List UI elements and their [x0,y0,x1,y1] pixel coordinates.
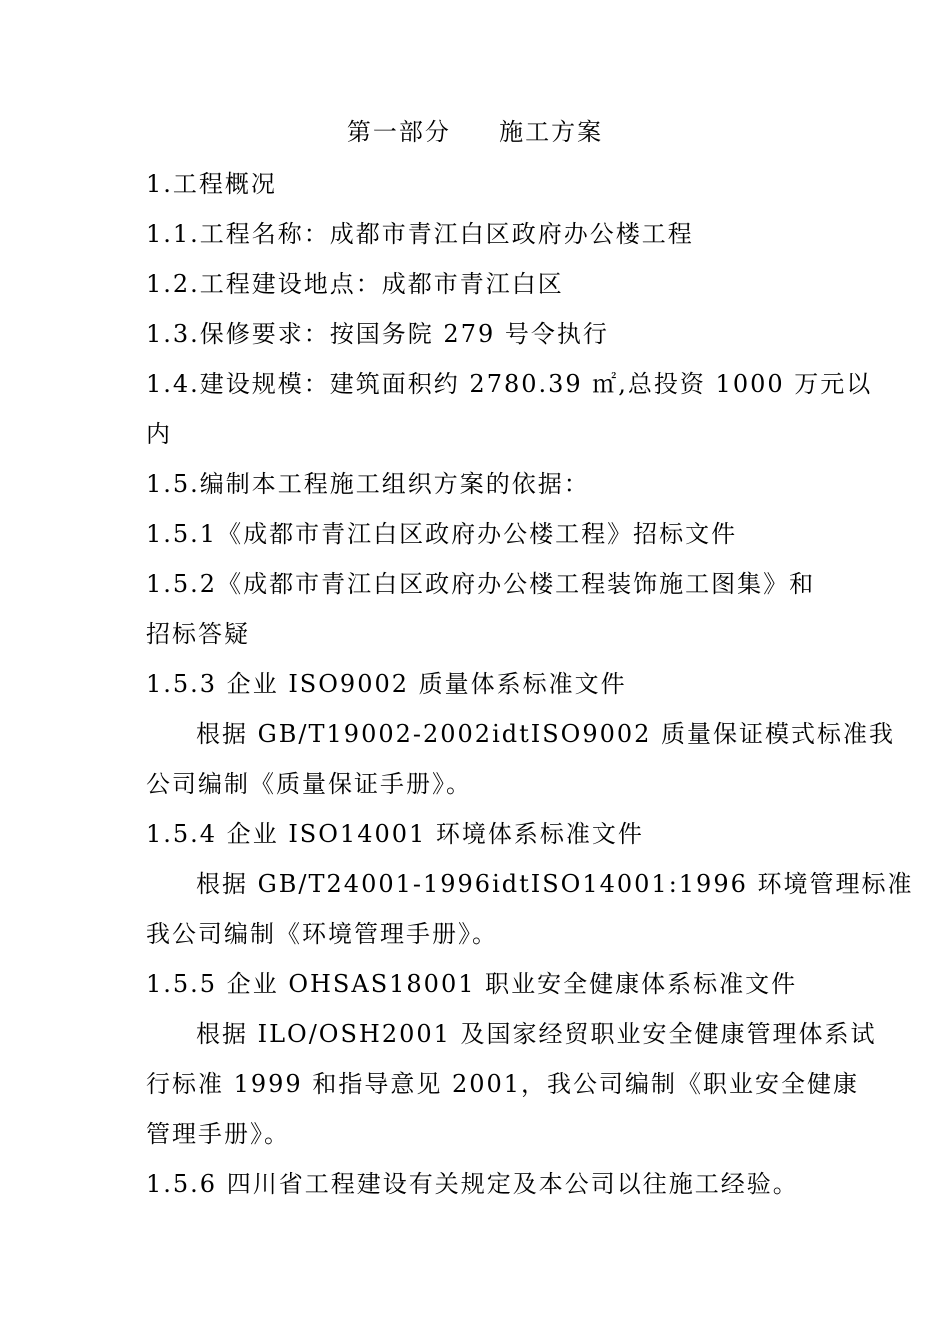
project-name: 1.1.工程名称：成都市青江白区政府办公楼工程 [146,220,694,248]
basis-item-5-description-line-2: 行标准 1999 和指导意见 2001，我公司编制《职业安全健康 [146,1070,860,1098]
basis-item-2-continued: 招标答疑 [146,620,250,648]
basis-item-2: 1.5.2《成都市青江白区政府办公楼工程装饰施工图集》和 [146,570,816,598]
basis-item-3-description-continued: 公司编制《质量保证手册》。 [146,770,472,798]
basis-item-5: 1.5.5 企业 OHSAS18001 职业安全健康体系标准文件 [146,970,798,998]
basis-item-4-description: 根据 GB/T24001-1996idtISO14001:1996 环境管理标准 [196,870,914,898]
document-body [146,164,914,1214]
construction-scale: 1.4.建设规模：建筑面积约 2780.39 ㎡,总投资 1000 万元以 [146,370,873,398]
basis-item-3: 1.5.3 企业 ISO9002 质量体系标准文件 [146,670,627,698]
basis-item-1: 1.5.1《成都市青江白区政府办公楼工程》招标文件 [146,520,738,548]
basis-heading: 1.5.编制本工程施工组织方案的依据： [146,470,590,498]
warranty-requirement: 1.3.保修要求：按国务院 279 号令执行 [146,320,609,348]
project-location: 1.2.工程建设地点：成都市青江白区 [146,270,564,298]
basis-item-3-description: 根据 GB/T19002-2002idtISO9002 质量保证模式标准我 [196,720,896,748]
basis-item-5-description-line-3: 管理手册》。 [146,1120,290,1148]
basis-item-6: 1.5.6 四川省工程建设有关规定及本公司以往施工经验。 [146,1170,799,1198]
construction-scale-continued: 内 [146,420,172,448]
section-heading: 1.工程概况 [146,170,277,198]
basis-item-4: 1.5.4 企业 ISO14001 环境体系标准文件 [146,820,644,848]
document-title: 第一部分 施工方案 [346,118,604,146]
basis-item-5-description: 根据 ILO/OSH2001 及国家经贸职业安全健康管理体系试 [196,1020,877,1048]
basis-item-4-description-continued: 我公司编制《环境管理手册》。 [146,920,498,948]
